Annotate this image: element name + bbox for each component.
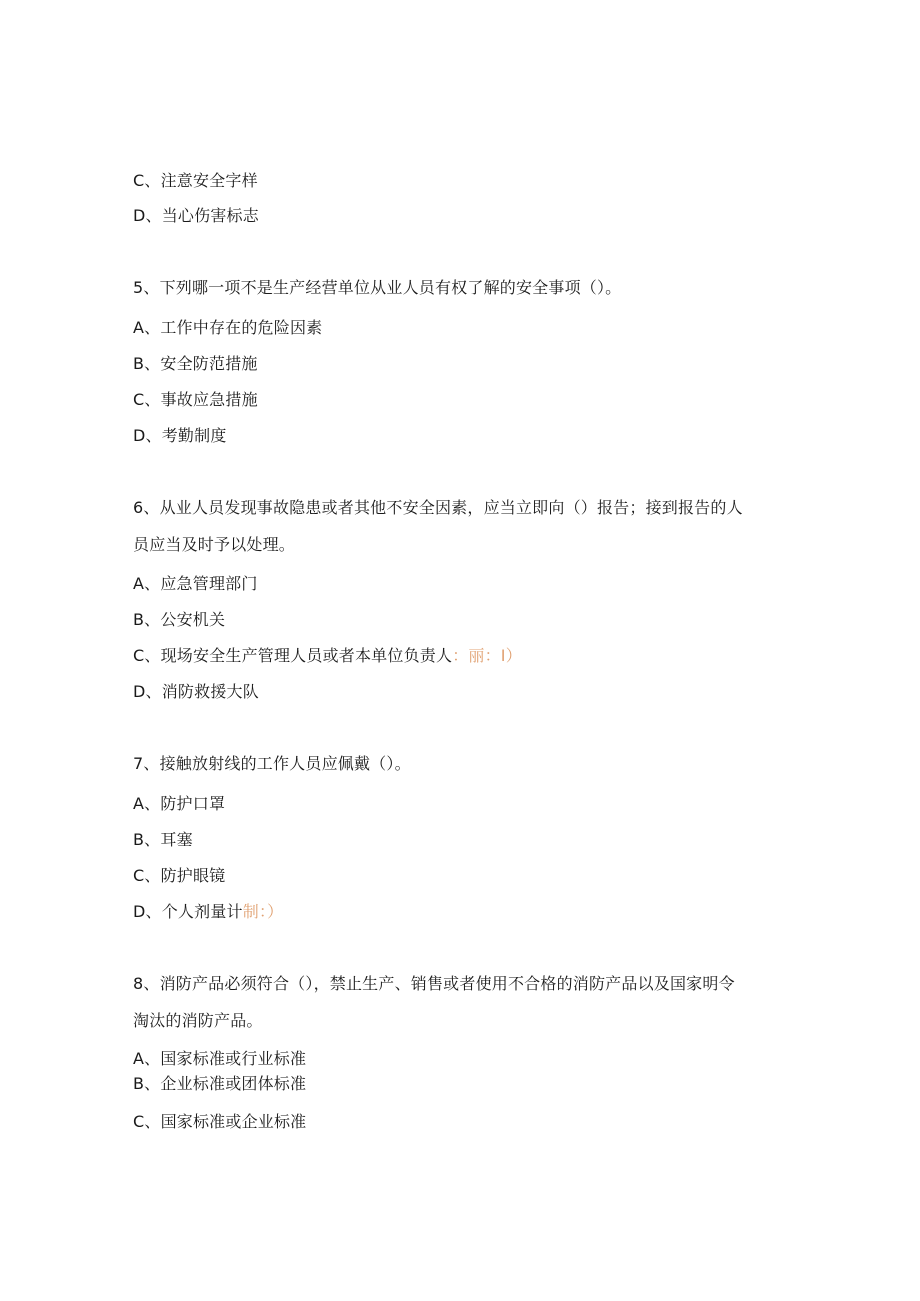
q5-stem: 5、下列哪一项不是生产经营单位从业人员有权了解的安全事项（）。 [133, 278, 622, 297]
q8-option-b: B、企业标准或团体标准 [133, 1074, 307, 1093]
q8-stem-line2: 淘汰的消防产品。 [133, 1011, 263, 1030]
q7-stem: 7、接触放射线的工作人员应佩戴（）。 [133, 754, 411, 773]
stray-mark: 制：） [242, 902, 284, 921]
q6-stem-line1: 6、从业人员发现事故隐患或者其他不安全因素，应当立即向（）报告；接到报告的人 [133, 498, 743, 517]
q6-option-d: D、消防救援大队 [133, 682, 259, 701]
q7-option-c: C、防护眼镜 [133, 866, 226, 885]
q5-option-d: D、考勤制度 [133, 426, 227, 445]
q6-option-b: B、公安机关 [133, 610, 226, 629]
q7-option-a: A、防护口罩 [133, 794, 226, 813]
q5-option-a: A、工作中存在的危险因素 [133, 318, 323, 337]
q8-stem-line1: 8、消防产品必须符合（），禁止生产、销售或者使用不合格的消防产品以及国家明令 [133, 974, 735, 993]
stray-mark: ：丽：I） [452, 646, 522, 665]
q4-option-c: C、注意安全字样 [133, 171, 258, 190]
q4-option-d: D、当心伤害标志 [133, 206, 259, 225]
q7-option-b: B、耳塞 [133, 830, 193, 849]
q7-option-d: D、个人剂量计制：） [133, 902, 284, 921]
q8-option-c: C、国家标准或企业标准 [133, 1112, 307, 1131]
q5-option-c: C、事故应急措施 [133, 390, 258, 409]
q5-option-b: B、安全防范措施 [133, 354, 258, 373]
q6-stem-line2: 员应当及时予以处理。 [133, 535, 296, 554]
q6-option-a: A、应急管理部门 [133, 574, 258, 593]
q8-option-a: A、国家标准或行业标准 [133, 1049, 307, 1068]
q6-option-c: C、现场安全生产管理人员或者本单位负责人：丽：I） [133, 646, 522, 665]
